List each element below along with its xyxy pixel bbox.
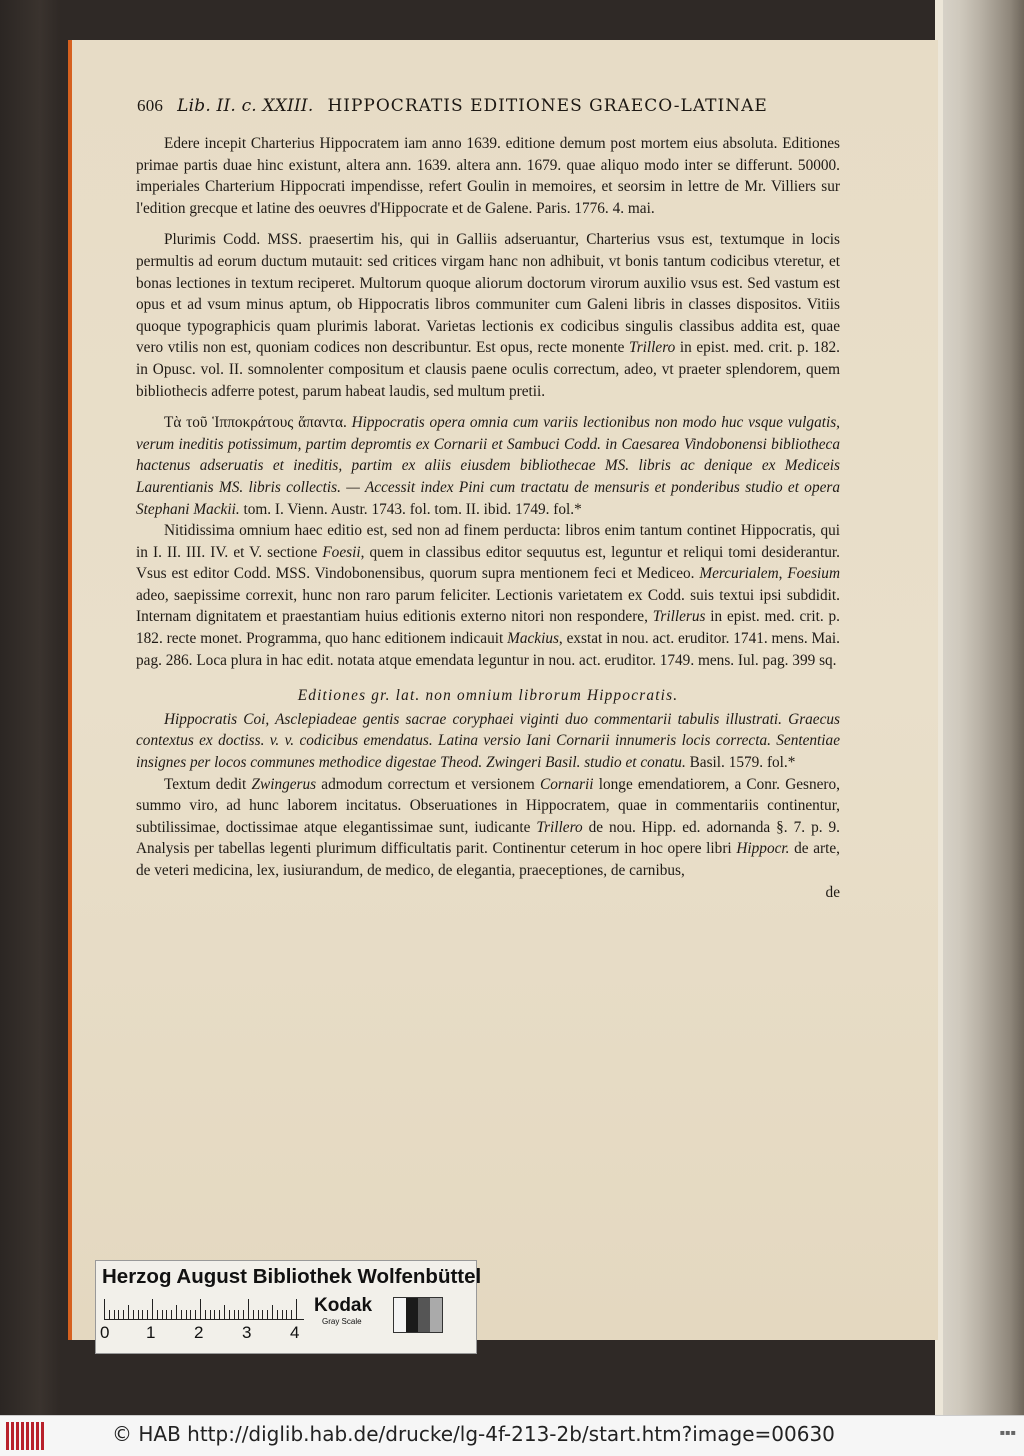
ruler-tick (190, 1310, 191, 1319)
hab-logo-icon (6, 1422, 44, 1450)
ruler-number: 0 (100, 1323, 110, 1342)
ruler-tick (104, 1299, 105, 1319)
gray-swatches (393, 1297, 443, 1333)
ruler-tick (186, 1310, 187, 1319)
ruler-tick (224, 1305, 225, 1319)
ruler-tick (210, 1310, 211, 1319)
ruler-tick (205, 1310, 206, 1319)
ruler-tick (214, 1310, 215, 1319)
swatch (430, 1298, 442, 1332)
ruler-tick (171, 1310, 172, 1319)
greek-title: Τὰ τοῦ Ἱπποκράτους ἅπαντα. (164, 414, 347, 432)
ruler-tick (248, 1299, 249, 1319)
ruler-tick (166, 1310, 167, 1319)
ruler-tick (277, 1310, 278, 1319)
ruler-tick (147, 1310, 148, 1319)
scale-ruler (104, 1299, 304, 1320)
ruler-tick (128, 1305, 129, 1319)
swatch (406, 1298, 418, 1332)
paragraph-3-title-entry: Τὰ τοῦ Ἱπποκράτους ἅπαντα. Hippocratis opera omnia cum variis lectionibus non modo huc vsque vulgatis, verum ineditis potissimum, partim depromtis ex Cornarii et Sambuci Codd. in Caesarea Vindobonensi bibliotheca hactenus adseruatis et ineditis, partim ex aliis eiusdem bibliothecae MS. libris ac denique ex Mediceis Laurentianis MS. libris collectis. — Accessit index Pini cum tractatu de mensuris et ponderibus studio et opera Stephani Mackii. tom. I. Vienn. Austr. 1743. fol. tom. II. ibid. 1749. fol.* (136, 414, 840, 518)
ruler-tick (258, 1310, 259, 1319)
ruler-number: 1 (146, 1323, 156, 1342)
ruler-tick (181, 1310, 182, 1319)
swatch (394, 1298, 406, 1332)
swatch (418, 1298, 430, 1332)
ruler-tick (267, 1310, 268, 1319)
ruler-tick (109, 1310, 110, 1319)
section-heading: Editiones gr. lat. non omnium librorum Hippocratis. (297, 687, 679, 705)
page-body (136, 133, 840, 903)
ruler-tick (195, 1310, 196, 1319)
ruler-tick (286, 1310, 287, 1319)
footer-mark: ▪▪▪ (999, 1428, 1016, 1437)
ruler-tick (133, 1310, 134, 1319)
ruler-tick (262, 1310, 263, 1319)
ruler-tick (234, 1310, 235, 1319)
gray-scale-label: Gray Scale (322, 1317, 362, 1326)
page-header (137, 96, 837, 116)
paragraph-4: Nitidissima omnium haec editio est, sed non ad finem perducta: libros enim tantum continet Hippocratis, qui in I. II. III. IV. et V. sectione Foesii, quem in classibus editor sequutus est, leguntur et reliqui tomi desiderantur. Vsus est editor Codd. MSS. Vindobonensibus, quorum supra mentionem feci et Mediceo. Mercurialem, Foesium adeo, saepissime correxit, hunc non raro parum feliciter. Lectionis varietatem ex Codd. suis textui ipsi subdidit. Internam dignitatem et praestantiam huius editionis externo nitori non respondere, Trillerus in epist. med. crit. p. 182. recte monet. Programma, quo hanc editionem indicauit Mackius, exstat in nou. act. eruditor. 1741. mens. Mai. pag. 286. Loca plura in hac edit. notata atque emendata leguntur in nou. act. eruditor. 1749. mens. Iul. pag. 399 sq. (136, 522, 840, 669)
ruler-tick (114, 1310, 115, 1319)
ruler-tick (118, 1310, 119, 1319)
ruler-number: 4 (290, 1323, 300, 1342)
book-reference: Lib. II. c. XXIII. (177, 96, 314, 116)
ruler-tick (123, 1310, 124, 1319)
ruler-tick (272, 1305, 273, 1319)
ruler-number: 2 (194, 1323, 204, 1342)
ruler-tick (157, 1310, 158, 1319)
viewer-footer (0, 1415, 1024, 1456)
paragraph-5-title-entry: Hippocratis Coi, Asclepiadeae gentis sacrae coryphaei viginti duo commentarii tabulis illustrati. Graecus contextus ex doctiss. v. v. codicibus emendatus. Latina versio Iani Cornarii innumeris locis correcta. Sententiae insignes per locos communes methodice digestae Theod. Zwingeri Basil. studio et conatu. Basil. 1579. fol.* (136, 710, 840, 772)
ruler-tick (229, 1310, 230, 1319)
ruler-tick (282, 1310, 283, 1319)
ruler-tick (138, 1310, 139, 1319)
paragraph-2: Plurimis Codd. MSS. praesertim his, qui in Galliis adseruantur, Charterius vsus est, textumque in locis permultis ad eorum ductum mutauit: sed critices virgam hanc non adhibuit, vt bonis tantum codicibus vteretur, et bonas lectiones in textum reciperet. Multorum quoque aliorum doctorum virorum auxilio vsus est. Sed vastum est opus et ad vsum minus aptum, ob Hippocratis libros communiter cum Galeni libris in classes dispositos. Vitiis quoque typographicis quam plurimis laborat. Varietas lectionis ex codicibus singulis classibus addita est, quae vero vtilis non est, quoniam codices non describuntur. Est opus, recte monente Trillero in epist. med. crit. p. 182. in Opusc. vol. II. somnolenter compositum et clausis paene oculis correctum, adeo, vt praeter splendorem, quem bibliothecis adferre potest, parum habeat laudis, sed multum pretii. (136, 231, 840, 400)
ruler-tick (162, 1310, 163, 1319)
color-target-card (95, 1260, 482, 1354)
institution-name: Herzog August Bibliothek Wolfenbüttel (102, 1265, 482, 1288)
ruler-tick (291, 1310, 292, 1319)
ruler-tick (238, 1310, 239, 1319)
page-number: 606 (137, 96, 164, 115)
paragraph-1: Edere incepit Charterius Hippocratem iam anno 1639. editione demum post mortem eius absoluta. Editiones primae partis duae hinc existunt, altera ann. 1639. altera ann. 1679. quae aliquo modo inter se differunt. 50000. imperiales Charterium Hippocrati impendisse, refert Goulin in memoires, et seorsim in lettre de Mr. Villiers sur l'edition grecque et latine des oeuvres d'Hippocrate et de Galene. Paris. 1776. 4. mai. (136, 135, 840, 217)
copyright-url[interactable]: © HAB http://diglib.hab.de/drucke/lg-4f-213-2b/start.htm?image=00630 (112, 1422, 835, 1446)
ruler-tick (219, 1310, 220, 1319)
ruler-tick (296, 1299, 297, 1319)
scanner-side-band (940, 0, 1024, 1415)
paragraph-6: Textum dedit Zwingerus admodum correctum et versionem Cornarii longe emendatiorem, a Conr. Gesnero, summo viro, ad hunc laborem incitatus. Obseruationes in Hippocratem, quae in commentariis continentur, subtilissimae, doctissimae atque elegantissimae sunt, iudicante Trillero de nou. Hipp. ed. adornanda §. 7. p. 9. Analysis per tabellas legenti plurimum difficultatis parit. Continentur ceterum in hoc opere libri Hippocr. de arte, de veteri medicina, lex, iusiurandum, de medico, de elegantia, praeceptiones, de carnibus, (136, 775, 840, 879)
ruler-tick (142, 1310, 143, 1319)
kodak-logo: Kodak (314, 1295, 373, 1316)
ruler-tick (152, 1299, 153, 1319)
ruler-tick (200, 1299, 201, 1319)
catchword: de (825, 883, 840, 901)
ruler-number: 3 (242, 1323, 252, 1342)
ruler-tick (176, 1305, 177, 1319)
ruler-tick (253, 1310, 254, 1319)
ruler-tick (243, 1310, 244, 1319)
running-title: HIPPOCRATIS EDITIONES GRAECO-LATINAE (327, 96, 768, 116)
